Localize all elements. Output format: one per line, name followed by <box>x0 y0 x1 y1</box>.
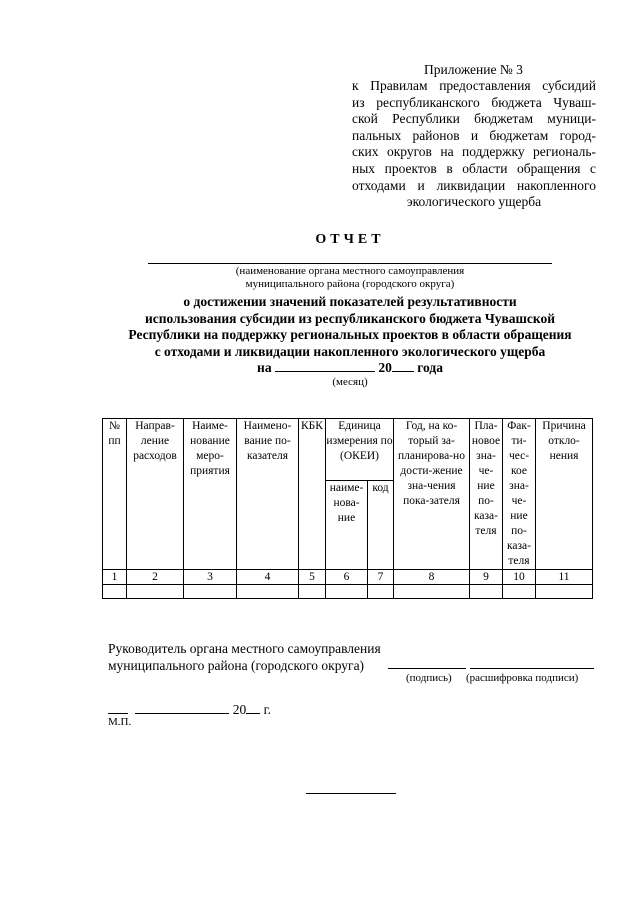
column-number: 5 <box>299 570 326 585</box>
table-cell <box>326 585 368 599</box>
heading-line: использования субсидии из республиканского бюджета Чувашской <box>144 310 556 326</box>
col-header-reason: Причина откло-нения <box>536 419 593 570</box>
signature-caption: (подпись) <box>406 672 452 684</box>
org-name-caption-2: муниципального района (городского округа) <box>245 278 455 290</box>
signatory-line-2: муниципального района (городского округа) <box>108 658 365 673</box>
signatory-title <box>108 640 381 674</box>
annex-line: ской Республики бюджетам муници- <box>352 111 596 127</box>
col-header-actual: Фак-ти-чес-кое зна-че-ние по-каза-теля <box>503 419 536 570</box>
heading-line: о достижении значений показателей результативности <box>183 294 517 309</box>
annex-line: к Правилам предоставления субсидий <box>352 78 596 93</box>
org-name-caption-1: (наименование органа местного самоуправления <box>235 265 465 277</box>
col-header-unit: Единица измерения по (ОКЕИ) <box>326 419 394 481</box>
table-row <box>103 585 593 599</box>
annex-line: пальных районов и бюджетам город- <box>352 127 596 143</box>
table-cell <box>368 585 394 599</box>
signatory-line-1: Руководитель органа местного самоуправления <box>108 641 381 656</box>
month-caption: (месяц) <box>332 376 368 388</box>
annex-line: экологического ущерба <box>406 194 542 210</box>
date-line <box>108 702 271 718</box>
heading-line: Республики на поддержку региональных проектов в области обращения <box>128 327 572 343</box>
column-number: 9 <box>470 570 503 585</box>
annex-heading: Приложение № 3 <box>424 62 523 77</box>
annex-text <box>352 78 596 211</box>
col-header-kbk: КБК <box>299 419 326 570</box>
column-number: 7 <box>368 570 394 585</box>
year-blank <box>392 360 414 372</box>
col-header-planned: Пла-новое зна-че-ние по-каза-теля <box>470 419 503 570</box>
period-prefix: на <box>257 360 272 376</box>
table-cell <box>103 585 127 599</box>
annex-line: из республиканского бюджета Чуваш- <box>352 94 596 110</box>
period-line <box>100 360 600 377</box>
table-cell <box>503 585 536 599</box>
column-number: 4 <box>237 570 299 585</box>
annex-line: ных проектов в области обращения с <box>352 160 596 176</box>
table-cell <box>470 585 503 599</box>
annex-line: ских округов на поддержку региональ- <box>352 144 596 160</box>
column-number: 1 <box>103 570 127 585</box>
table-cell <box>299 585 326 599</box>
column-number: 3 <box>184 570 237 585</box>
table-cell <box>127 585 184 599</box>
column-number: 6 <box>326 570 368 585</box>
heading-line: с отходами и ликвидации накопленного экологического ущерба <box>154 343 546 359</box>
date-month-blank <box>135 702 229 714</box>
col-header-direction: Направ-ление расходов <box>127 419 184 570</box>
period-year: 20 <box>378 360 392 376</box>
date-year: 20 <box>232 702 247 717</box>
day-blank <box>108 702 128 714</box>
signature-blank <box>388 668 466 669</box>
date-year-blank <box>246 702 260 714</box>
col-header-indicator: Наимено-вание по-казателя <box>237 419 299 570</box>
table-cell <box>536 585 593 599</box>
col-header-number: № пп <box>103 419 127 570</box>
col-header-event: Наиме-нование меро-приятия <box>184 419 237 570</box>
table-cell <box>394 585 470 599</box>
report-heading <box>100 294 600 377</box>
end-separator-line <box>306 793 396 794</box>
column-number: 2 <box>127 570 184 585</box>
period-suffix: года <box>417 360 443 376</box>
month-blank <box>275 360 375 372</box>
signature-decode-caption: (расшифровка подписи) <box>466 672 579 684</box>
report-title: ОТЧЕТ <box>315 232 385 247</box>
subheader-unit-name: наиме-нова-ние <box>326 480 368 569</box>
report-table <box>102 418 593 599</box>
subheader-unit-code: код <box>368 480 394 569</box>
annex-line: отходами и ликвидации накопленного <box>352 177 596 193</box>
stamp-place: М.П. <box>108 716 132 728</box>
date-suffix: г. <box>263 702 272 717</box>
table-cell <box>237 585 299 599</box>
org-name-blank-line <box>148 263 552 264</box>
signature-decode-blank <box>470 668 594 669</box>
col-header-year: Год, на ко-торый за-планирова-но дости-жение зна-чения пока-зателя <box>394 419 470 570</box>
column-number: 8 <box>394 570 470 585</box>
column-number: 10 <box>503 570 536 585</box>
table-cell <box>184 585 237 599</box>
column-number: 11 <box>536 570 593 585</box>
